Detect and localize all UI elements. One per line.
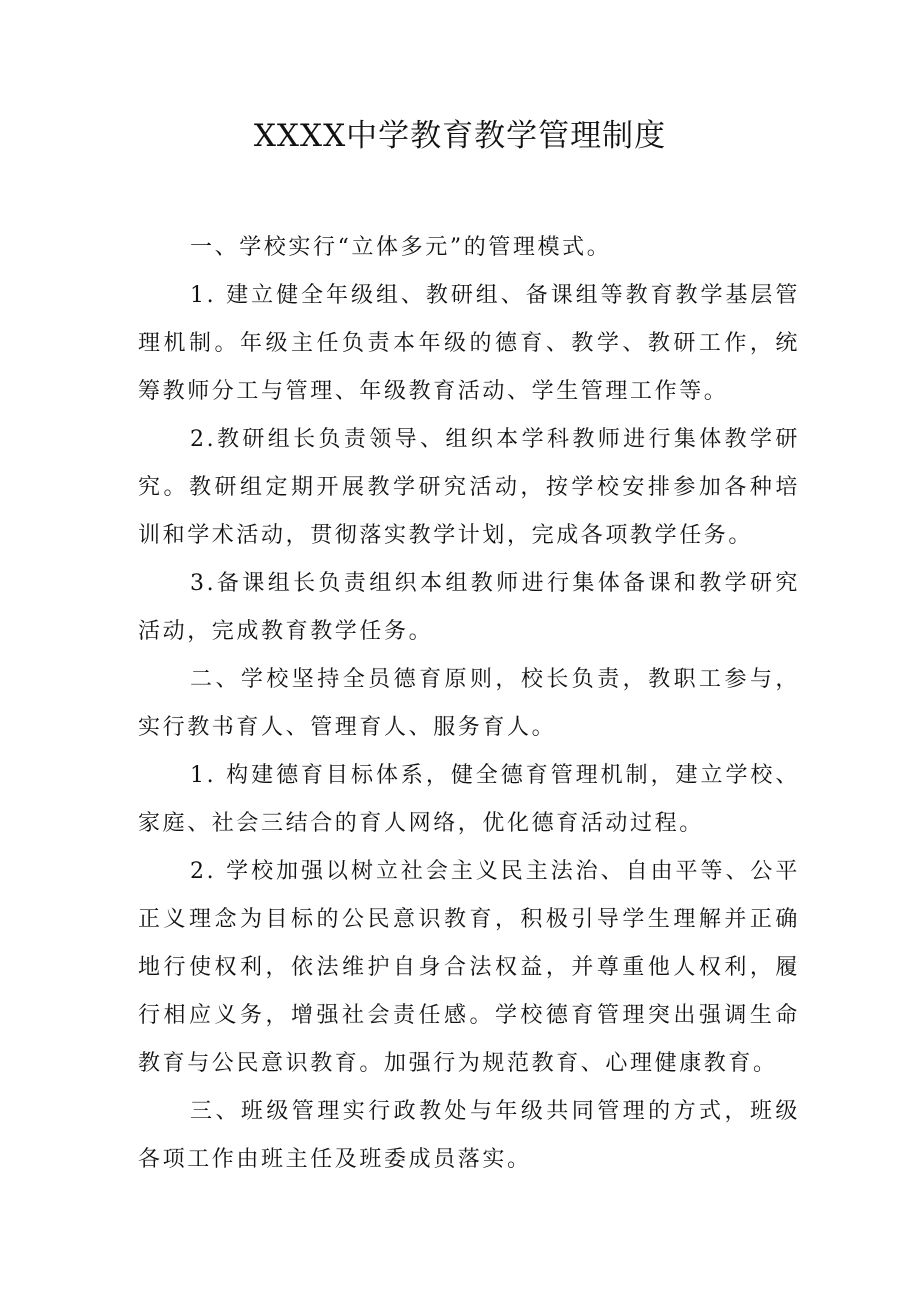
paragraph-section-3-heading: 三、班级管理实行政教处与年级共同管理的方式，班级各项工作由班主任及班委成员落实。 [138,1099,800,1172]
paragraph-item-2-2: 2. 学校加强以树立社会主义民主法治、自由平等、公平正义理念为目标的公民意识教育，积极引导学生理解并正确地行使权利，依法维护自身合法权益，并尊重他人权利，履行相应义务，增强社会责任感。学校德育管理突出强调生命教育与公民意识教育。加强行为规范教育、心理健康教育。 [138,859,800,1076]
paragraph-item-1-2: 2.教研组长负责领导、组织本学科教师进行集体教学研究。教研组定期开展教学研究活动，按学校安排参加各种培训和学术活动，贯彻落实教学计划，完成各项教学任务。 [138,427,800,548]
paragraph-item-2-1: 1. 构建德育目标体系，健全德育管理机制，建立学校、家庭、社会三结合的育人网络，优化德育活动过程。 [138,763,800,836]
paragraph-section-2-heading: 二、学校坚持全员德育原则，校长负责，教职工参与，实行教书育人、管理育人、服务育人。 [138,667,800,740]
document-body [138,224,800,1184]
document-title: XXXX中学教育教学管理制度 [253,118,667,154]
paragraph-item-1-3: 3.备课组长负责组织本组教师进行集体备课和教学研究活动，完成教育教学任务。 [138,571,800,644]
paragraph-item-1-1: 1. 建立健全年级组、教研组、备课组等教育教学基层管理机制。年级主任负责本年级的德育、教学、教研工作，统筹教师分工与管理、年级教育活动、学生管理工作等。 [138,283,800,404]
paragraph-section-1-heading: 一、学校实行“立体多元”的管理模式。 [190,235,612,260]
